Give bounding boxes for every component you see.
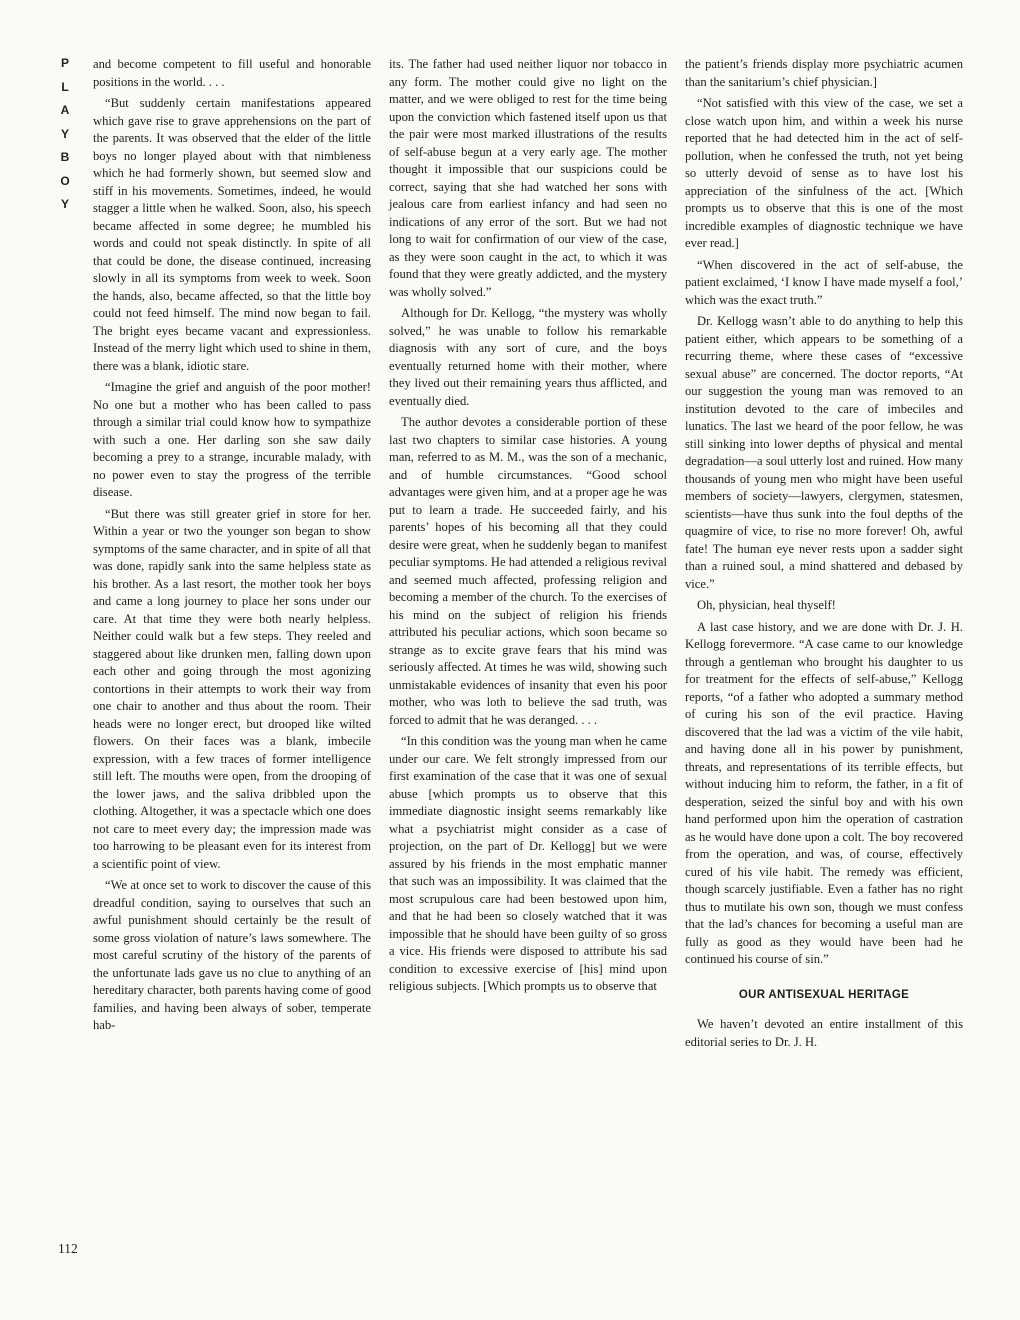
paragraph: A last case history, and we are done with Dr. J. H. Kellogg forevermore. “A case came to our knowledge through a gentleman who brought his daughter to us for treatment for the effects of self-abuse,” Kellogg reports, “of a father who adopted a summary method of curing his son of the evil practice. Having discovered that the lad was a victim of the vile habit, and having done all in his power by punishment, threats, and representations of its terrible effects, but without inducing him to reform, the father, in a fit of desperation, seized the sinful boy and with his own hand performed upon him the operation of castration as he would have done upon a colt. The boy recovered from the operation, and was, of course, effectively cured of his vile habit. The remedy was efficient, though scarcely justifiable. Even a father has no right thus to mutilate his own son, though we must confess that the lad’s chances for becoming a useful man are fully as good as they would have been had he continued his course of sin.” bbox=[685, 619, 963, 966]
paragraph: Although for Dr. Kellogg, “the mystery was wholly solved,” he was unable to follow his remarkable diagnosis with any sort of cure, and the boys eventually returned home with their mother, where they lived out their remaining years thus afflicted, and eventually died. bbox=[389, 306, 667, 408]
paragraph: Oh, physician, heal thyself! bbox=[697, 598, 836, 612]
paragraph: “We at once set to work to discover the cause of this dreadful condition, saying to ourselves that such an awful punishment should certainly be the result of some gross violation of nature’s laws somewhere. The most careful scrutiny of the history of the parents of the unfortunate lads gave us no clue to anything of an hereditary character, both parents having come of good families, and having been always of sober, temperate hab- bbox=[93, 878, 371, 1032]
text-column-2 bbox=[389, 56, 667, 1000]
paragraph: “In this condition was the young man when he came under our care. We felt strongly impressed from our first examination of the case that it was one of sexual abuse [which prompts us to observe that this immediate diagnostic insight seems remarkably like what a psychiatrist might consider as a case of projection, on the part of Dr. Kellogg] but we were assured by his friends in the most emphatic manner that such was an impossibility. It was claimed that the most scrupulous care had been bestowed upon him, and that he had been so closely watched that it was impossible that he should have been guilty of so gross a vice. His friends were disposed to attribute his sad condition to excessive exercise of [his] mind upon religious subjects. [Which prompts us to observe that bbox=[389, 734, 667, 993]
paragraph: “Imagine the grief and anguish of the poor mother! No one but a mother who has been called to pass through a similar trial could know how to sympathize with such a one. Her darling son she saw daily becoming a prey to a strange, incurable malady, with no power even to stay the progress of the terrible disease. bbox=[93, 380, 371, 499]
magazine-letter: O bbox=[60, 173, 70, 188]
magazine-letter: L bbox=[61, 79, 69, 94]
paragraph: We haven’t devoted an entire installment of this editorial series to Dr. J. H. bbox=[685, 1017, 963, 1049]
magazine-letter: Y bbox=[60, 126, 69, 141]
paragraph: “But suddenly certain manifestations appeared which gave rise to grave apprehensions on the part of the parents. It was observed that the elder of the little boys no longer played about with that nimbleness which he had formerly shown, but seemed slow and stiff in his movements. Sometimes, indeed, he would stagger a little when he walked. Soon, also, his speech became affected in some degree; he mumbled his words and could not speak distinctly. In spite of all that could be done, the disease continued, increasing slowly in all its symptoms from week to week. Soon the hands, also, became affected, so that the little boy could not feed himself. The mind now began to fail. The bright eyes became vacant and expressionless. Instead of the merry light which used to shine in them, there was a blank, idiotic stare. bbox=[93, 96, 371, 373]
magazine-name-vertical bbox=[58, 52, 72, 217]
text-column-3 bbox=[685, 56, 963, 1055]
paragraph: The author devotes a considerable portion of these last two chapters to similar case histories. A young man, referred to as M. M., was the son of a mechanic, and of humble circumstances. “Good school advantages were given him, and at a proper age he was put to learn a trade. He succeeded fairly, and his parents’ hopes of his becoming all that they could desire were great, when he suddenly began to manifest peculiar symptoms. He had attended a religious revival and seemed much affected, professing religion and becoming a member of the church. To the exercises of his mind on the subject of religion his friends attributed his peculiar actions, which soon became so strange as to excite grave fears that his mind was seriously affected. At times he was wild, showing such unmistakable evidences of insanity that even his poor mother, who was loth to believe the sad truth, was forced to admit that he was deranged. . . . bbox=[389, 415, 667, 727]
section-heading: OUR ANTISEXUAL HERITAGE bbox=[738, 988, 910, 1001]
paragraph: the patient’s friends display more psychiatric acumen than the sanitarium’s chief physician.] bbox=[685, 57, 963, 89]
magazine-letter: Y bbox=[60, 197, 69, 211]
paragraph: “But there was still greater grief in store for her. Within a year or two the younger son began to show symptoms of the same character, and in spite of all that was done, rapidly sank into the same helpless state as his brother. As a last resort, the mother took her boys and came a long journey to place her sons under our care. At that time they were both nearly helpless. Neither could walk but a few steps. They reeled and staggered about like drunken men, falling down upon each other and going through the most agonizing contortions in their attempts to work their way from one chair to another and thus about the room. Their heads were no longer erect, but drooped like wilted flowers. On their faces was a blank, imbecile expression, with a few traces of former intelligence still left. The mouths were open, from the drooping of the lower jaws, and the saliva dribbled upon the clothing. Altogether, it was a spectacle which one does not care to meet every day; the impression made was too harrowing to be pleasant even for its interest from a scientific point of view. bbox=[93, 506, 371, 871]
paragraph: and become competent to fill useful and honorable positions in the world. . . . bbox=[93, 57, 371, 89]
magazine-letter: A bbox=[60, 103, 70, 117]
paragraph: its. The father had used neither liquor nor tobacco in any form. The mother could give no light on the matter, and we were obliged to rest for the time being upon the conviction which fastened itself upon us that the pair were most marked illustrations of the results of self-abuse begun at a very early age. The mother thought it impossible that our suspicions could be correct, saying that she had watched her sons with jealous care from earliest infancy and had seen no indications of any error of the sort. But we had not long to wait for confirmation of our view of the case, as they were soon caught in the act, to which it was found that they were greatly addicted, and the mystery was wholly solved.” bbox=[389, 57, 667, 299]
page-number: 112 bbox=[58, 1241, 78, 1256]
paragraph: Dr. Kellogg wasn’t able to do anything to help this patient either, which appears to be something of a recurring theme, where these cases of “excessive sexual abuse” are concerned. The doctor reports, “At our suggestion the young man was removed to an institution devoted to the care of imbeciles and lunatics. The last we heard of the poor fellow, he was still sinking into lower depths of physical and mental degradation—a soul utterly lost and ruined. How many thousands of young men who might have been useful members of society—lawyers, clergymen, statesmen, scientists—have thus sunk into the foul depths of the quagmire of vice, to rise no more forever! Oh, awful fate! The human eye never rests upon a sadder sight than a ruined soul, a mind shattered and debased by vice.” bbox=[685, 314, 963, 591]
paragraph: “When discovered in the act of self-abuse, the patient exclaimed, ‘I know I have made myself a fool,’ which was the exact truth.” bbox=[685, 257, 963, 307]
magazine-letter: B bbox=[60, 150, 70, 164]
paragraph: “Not satisfied with this view of the case, we set a close watch upon him, and within a week his nurse reported that he had detected him in the act of self-pollution, when he confessed the truth, not yet being so utterly devoid of sense as to have lost his appreciation of the sinfulness of the act. [Which prompts us to observe that this is one of the most incredible examples of diagnostic technique we have ever read.] bbox=[685, 96, 963, 250]
magazine-letter: P bbox=[60, 56, 69, 70]
text-column-1 bbox=[93, 56, 371, 1039]
